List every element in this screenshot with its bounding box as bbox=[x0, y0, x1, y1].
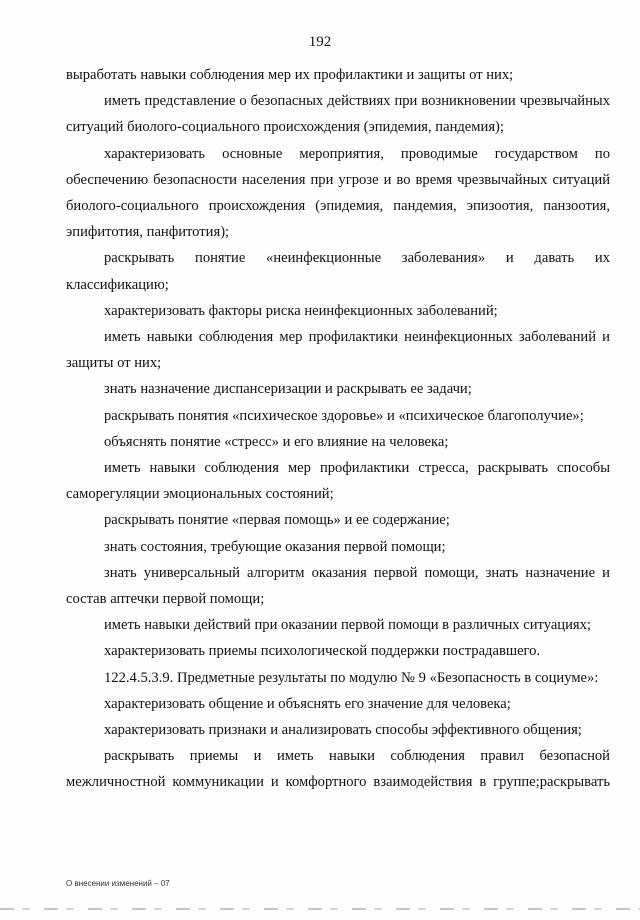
paragraph: характеризовать приемы психологической поддержки пострадавшего. bbox=[104, 643, 541, 660]
paragraph: раскрывать понятия «психическое здоровье» и «психическое благополучие»; bbox=[104, 407, 584, 424]
page-number: 192 bbox=[308, 34, 332, 50]
scan-edge-artifact bbox=[0, 908, 640, 910]
paragraph: иметь навыки соблюдения мер профилактики неинфекционных заболеваний и защиты от них; bbox=[66, 329, 610, 372]
document-body bbox=[66, 62, 610, 796]
paragraph: характеризовать основные мероприятия, проводимые государством по обеспечению безопасности населения при угрозе и во время чрезвычайных ситуаций биолого-социального происхождения (эпидемия, пандемия, эпизоотия, панзоотия, эпифитотия, панфитотия); bbox=[66, 145, 610, 241]
paragraph: знать универсальный алгоритм оказания первой помощи, знать назначение и состав аптечки первой помощи; bbox=[66, 564, 610, 608]
section-heading-paragraph: 122.4.5.3.9. Предметные результаты по модулю № 9 «Безопасность в социуме»: bbox=[104, 669, 599, 686]
paragraph: раскрывать приемы и иметь навыки соблюдения правил безопасной межличностной коммуникации и комфортного взаимодействия в группе;раскрывать bbox=[66, 748, 610, 791]
paragraph: раскрывать понятие «неинфекционные заболевания» и давать их классификацию; bbox=[66, 250, 610, 293]
paragraph: знать состояния, требующие оказания первой помощи; bbox=[104, 538, 446, 555]
paragraph: раскрывать понятие «первая помощь» и ее содержание; bbox=[104, 512, 450, 529]
paragraph: характеризовать общение и объяснять его значение для человека; bbox=[104, 695, 511, 712]
paragraph: выработать навыки соблюдения мер их профилактики и защиты от них; bbox=[66, 67, 514, 83]
footer-note: О внесении изменений – 07 bbox=[66, 879, 170, 888]
paragraph: иметь навыки действий при оказании первой помощи в различных ситуациях; bbox=[104, 617, 591, 634]
paragraph: характеризовать факторы риска неинфекционных заболеваний; bbox=[104, 302, 498, 319]
paragraph: характеризовать признаки и анализировать способы эффективного общения; bbox=[104, 722, 582, 739]
paragraph: объяснять понятие «стресс» и его влияние на человека; bbox=[104, 433, 449, 450]
paragraph: знать назначение диспансеризации и раскрывать ее задачи; bbox=[104, 381, 472, 398]
paragraph: иметь представление о безопасных действиях при возникновении чрезвычайных ситуаций биолого-социального происхождения (эпидемия, пандемия); bbox=[66, 93, 610, 136]
paragraph: иметь навыки соблюдения мер профилактики стресса, раскрывать способы саморегуляции эмоциональных состояний; bbox=[66, 460, 610, 503]
